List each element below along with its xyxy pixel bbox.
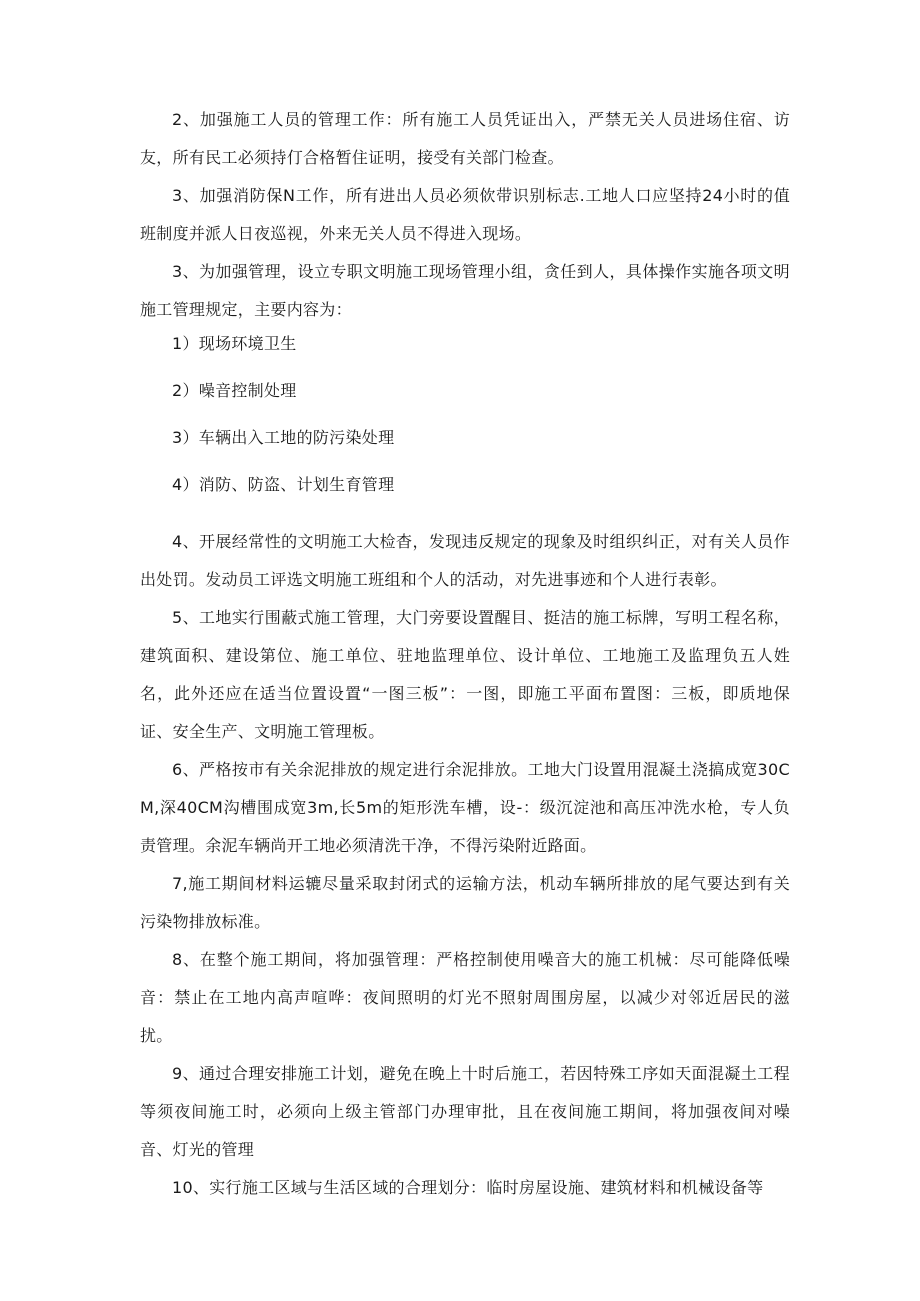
paragraph-3-management-group: 3、为加强管理，设立专职文明施工现场管理小组，贪任到人，具体操作实施各项文明施工管理规定，主要内容为： bbox=[140, 262, 790, 319]
paragraph-7-transport: 7,施工期间材料运辘尽量采取封闭式的运输方法，机动车辆所排放的尾气要达到有关污染物排放标准。 bbox=[140, 874, 790, 931]
paragraph-9-night-work: 9、通过合理安排施工计划，避免在晚上十时后施工，若因特殊工序如天面混凝土工程等须夜间施工时，必须向上级主管部门办理审批，且在夜间施工期间，将加强夜间对噪音、灯光的管理 bbox=[140, 1064, 790, 1159]
list-item-noise: 2）噪音控制处理 bbox=[172, 381, 297, 400]
paragraph-8-noise-control: 8、在整个施工期间，将加强管理：严格控制使用噪音大的施工机械：尽可能降低噪音：禁止在工地内高声喧哗：夜间照明的灯光不照射周围房屋，以减少对邻近居民的滋扰。 bbox=[140, 950, 790, 1045]
paragraph-6-mud-discharge: 6、严格按市有关余泥排放的规定进行余泥排放。工地大门设置用混凝土浇搞成宽30CM,深40CM沟槽围成宽3m,长5m的矩形洗车槽，设-：级沉淀池和高压冲洗水枪，专人负责管理。余泥车辆尚开工地必须清洗干净，不得污染附近路面。 bbox=[140, 760, 790, 855]
paragraph-3-fire-security: 3、加强消防保N工作，所有进出人员必须佽带识别标志.工地人口应坚持24小时的值班制度并派人日夜巡视，外来无关人员不得进入现场。 bbox=[140, 186, 790, 243]
paragraph-10-zoning: 10、实行施工区域与生活区域的合理划分：临时房屋设施、建筑材料和机械设备等 bbox=[172, 1178, 764, 1197]
paragraph-2-personnel: 2、加强施工人员的管理工作：所有施工人员凭证出入，严禁无关人员进场住宿、访友，所有民工必须持仃合格暂住证明，接受有关部门检查。 bbox=[140, 110, 790, 167]
list-item-environment: 1）现场环境卫生 bbox=[172, 334, 297, 353]
paragraph-5-enclosure: 5、工地实行围蔽式施工管理，大门旁要设置醒目、挺洁的施工标牌，写明工程名称，建筑面积、建设第位、施工单位、驻地监理单位、设计单位、工地施工及监理负五人姓名，此外还应在适当位置设置“一图三板”：一图，即施工平面布置图：三板，即质地保证、安全生产、文明施工管理板。 bbox=[140, 608, 790, 741]
list-item-vehicles: 3）车辆出入工地的防污染处理 bbox=[172, 428, 395, 447]
list-item-fire-theft: 4）消防、防盗、计划生育管理 bbox=[172, 475, 395, 494]
paragraph-4-inspection: 4、开展经常性的文明施工大检杳，发现违反规定的现象及时组织纠正，对有关人员作出处罚。发动员工评选文明施工班组和个人的活动，对先进事迹和个人进行表彰。 bbox=[140, 532, 790, 589]
